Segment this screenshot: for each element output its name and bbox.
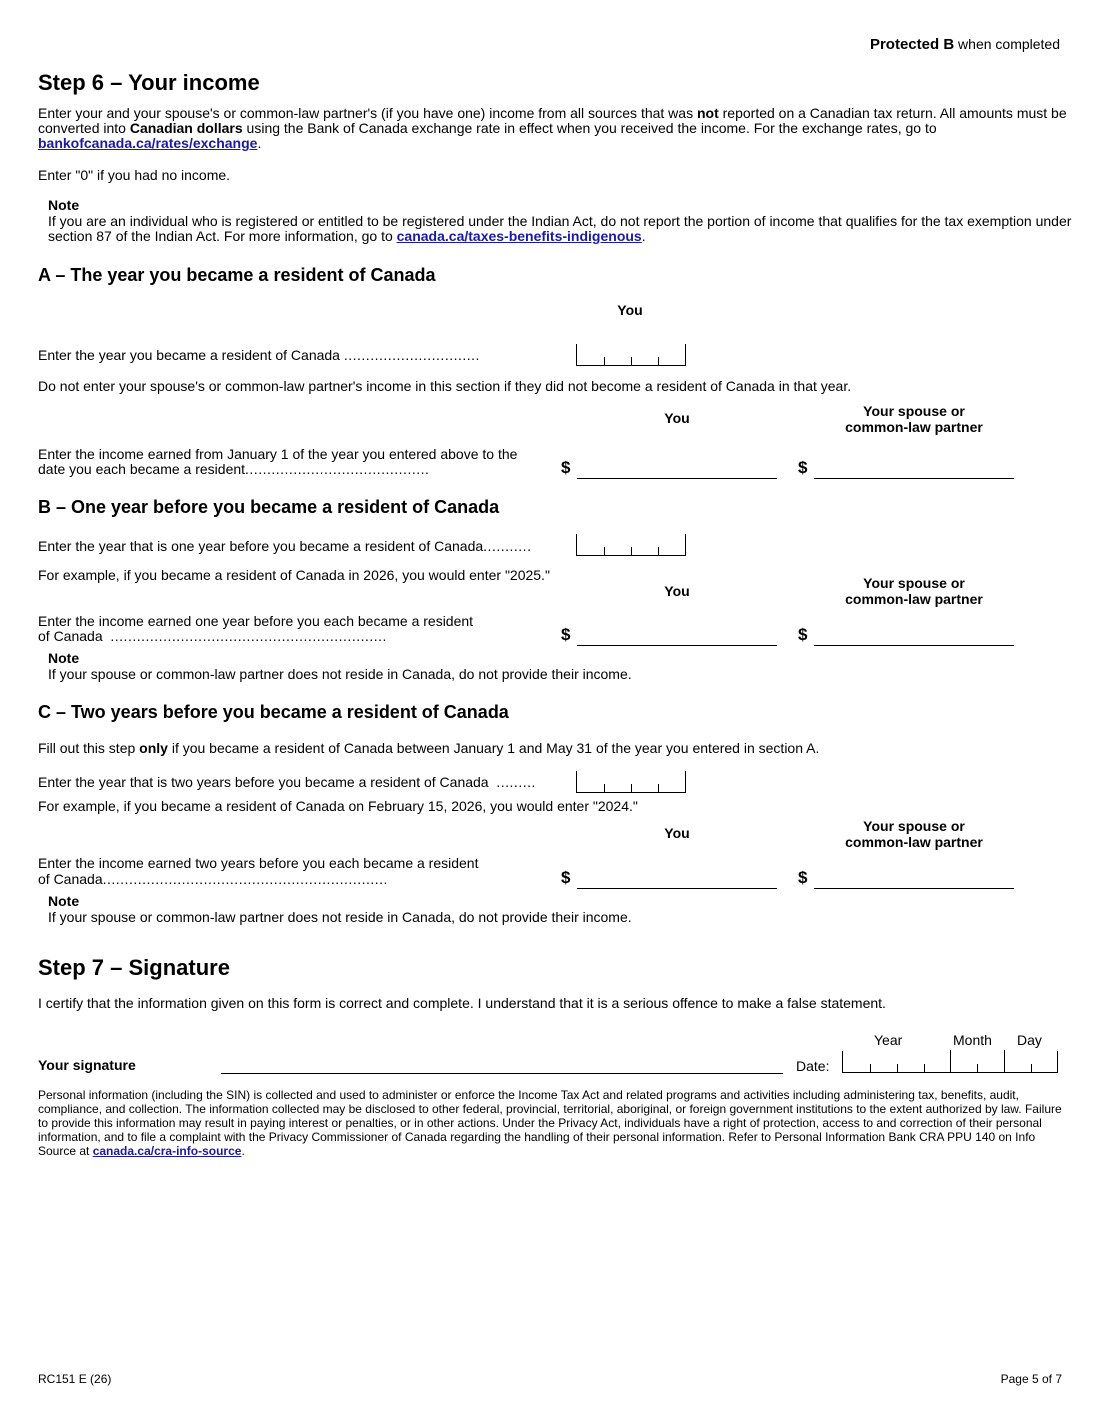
- zero-income-text: Enter "0" if you had no income.: [38, 167, 231, 183]
- leader-dots: ..........................................: [245, 461, 430, 477]
- section-a-year-label: [38, 348, 480, 363]
- date-month-label: Month: [953, 1032, 992, 1048]
- leader-dots: .................................................................: [102, 871, 388, 887]
- spouse-header-line1: Your spouse or: [863, 575, 965, 591]
- intro-not: not: [696, 105, 719, 121]
- income-label-text: date you each became a resident: [38, 461, 246, 477]
- section-a-warning: Do not enter your spouse's or common-law partner's income in this section if they did not become a resident of Canada in that year.: [38, 378, 852, 394]
- income-label-text: of Canada: [38, 628, 103, 644]
- section-a-income-label-1: Enter the income earned from January 1 of the year you entered above to the: [38, 446, 518, 462]
- step6-title: Step 6 – Your income: [38, 70, 260, 95]
- certify-statement: I certify that the information given on this form is correct and complete. I understand that it is a serious offence to make a false statement.: [38, 995, 886, 1011]
- section-c-year-label: [38, 775, 536, 790]
- year-label-text: Enter the year you became a resident of Canada: [38, 347, 340, 363]
- section-a-col-spouse: [814, 403, 1014, 435]
- form-id: RC151 E (26): [38, 1372, 112, 1386]
- section-c-income-label-1: Enter the income earned two years before you each became a resident: [38, 855, 479, 871]
- info-source-link[interactable]: canada.ca/cra-info-source: [92, 1144, 242, 1158]
- section-c-col-you: You: [664, 825, 690, 841]
- section-c-year-input[interactable]: [576, 771, 686, 793]
- date-day-label: Day: [1017, 1032, 1042, 1048]
- protected-b-text: Protected B: [869, 36, 955, 53]
- leader-dots: ...........: [483, 538, 532, 554]
- section-b-note-text: If your spouse or common-law partner does not reside in Canada, do not provide their income.: [48, 666, 632, 682]
- section-c-example: For example, if you became a resident of Canada on February 15, 2026, you would enter "2024.": [38, 798, 638, 814]
- section-c-title: C – Two years before you became a resident of Canada: [38, 702, 509, 722]
- spouse-header-line1: Your spouse or: [863, 403, 965, 419]
- note-label: Note: [48, 197, 80, 213]
- section-c-fill-instruction: [38, 741, 819, 756]
- section-b-col-spouse: [814, 575, 1014, 607]
- step6-intro: [38, 106, 1068, 151]
- privacy-statement: [38, 1088, 1068, 1158]
- fill-only: only: [139, 740, 168, 756]
- date-year-label: Year: [874, 1032, 903, 1048]
- section-c-note-label: Note: [48, 893, 80, 909]
- section-b-you-income-input[interactable]: [577, 645, 777, 646]
- intro-part-2: reported on a Canadian tax return. All amounts must be converted into: [38, 105, 1067, 136]
- leader-dots: .........: [496, 774, 536, 790]
- signature-label: Your signature: [38, 1057, 136, 1073]
- indian-act-note: [48, 214, 1078, 244]
- section-a-you-header: You: [617, 302, 643, 318]
- signature-input[interactable]: [221, 1073, 783, 1074]
- intro-part-3: using the Bank of Canada exchange rate in effect when you received the income. For the exchange rates, go to: [242, 120, 937, 136]
- section-a-income-label-2: [38, 462, 429, 477]
- fill-part-1: Fill out this step: [38, 740, 140, 756]
- date-label: Date:: [796, 1058, 830, 1074]
- section-c-spouse-income-input[interactable]: [814, 888, 1014, 889]
- privacy-end: .: [241, 1144, 245, 1158]
- section-b-you-dollar: $: [561, 625, 571, 644]
- section-a-col-you: You: [664, 410, 690, 426]
- bank-of-canada-link[interactable]: bankofcanada.ca/rates/exchange: [38, 135, 258, 151]
- page-number: Page 5 of 7: [1000, 1372, 1062, 1386]
- section-b-income-label-1: Enter the income earned one year before you each became a resident: [38, 613, 474, 629]
- section-c-col-spouse: [814, 818, 1014, 850]
- spouse-header-line2: common-law partner: [845, 419, 983, 435]
- protected-when-text: when completed: [958, 36, 1060, 52]
- section-b-spouse-income-input[interactable]: [814, 645, 1014, 646]
- fill-part-2: if you became a resident of Canada between January 1 and May 31 of the year you entered in section A.: [167, 740, 820, 756]
- indigenous-link[interactable]: canada.ca/taxes-benefits-indigenous: [396, 228, 642, 244]
- leader-dots: ...............................: [343, 347, 480, 363]
- intro-part-1: Enter your and your spouse's or common-law partner's (if you have one) income from all sources that was: [38, 105, 697, 121]
- date-input[interactable]: [842, 1051, 1058, 1073]
- leader-dots: ...............................................................: [110, 628, 387, 644]
- spouse-header-line2: common-law partner: [845, 591, 983, 607]
- section-a-you-income-input[interactable]: [577, 478, 777, 479]
- section-a-spouse-dollar: $: [798, 458, 808, 477]
- section-b-income-label-2: [38, 629, 387, 644]
- section-a-spouse-income-input[interactable]: [814, 478, 1014, 479]
- spouse-header-line2: common-law partner: [845, 834, 983, 850]
- section-b-year-label: [38, 539, 531, 554]
- intro-end: .: [257, 135, 262, 151]
- section-c-you-income-input[interactable]: [577, 888, 777, 889]
- privacy-text: Personal information (including the SIN) is collected and used to administer or enforce the Income Tax Act and related programs and activities including administering tax, benefits, audit, compliance, and collection. The information collected may be disclosed to other federal, provincial, territorial, aboriginal, or foreign government institutions to the extent authorized by law. Failure to provide this information may result in paying interest or penalties, or in other actions. Under the Privacy Act, individuals have a right of protection, access to and correction of their personal information, and to file a complaint with the Privacy Commissioner of Canada regarding the handling of their personal information. Refer to Personal Information Bank CRA PPU 140 on Info Source at: [38, 1088, 1062, 1158]
- income-label-text: of Canada: [38, 871, 103, 887]
- section-b-note-label: Note: [48, 650, 80, 666]
- section-b-title: B – One year before you became a resident of Canada: [38, 497, 500, 517]
- spouse-header-line1: Your spouse or: [863, 818, 965, 834]
- note-text: If you are an individual who is registered or entitled to be registered under the Indian Act, do not report the portion of income that qualifies for the tax exemption under section 87 of the Indian Act. For more information, go to: [48, 213, 1072, 244]
- section-b-spouse-dollar: $: [798, 625, 808, 644]
- section-b-example: For example, if you became a resident of Canada in 2026, you would enter "2025.": [38, 567, 550, 583]
- section-b-year-input[interactable]: [576, 534, 686, 556]
- year-label-text: Enter the year that is two years before you became a resident of Canada: [38, 774, 489, 790]
- section-c-income-label-2: [38, 872, 388, 887]
- note-end: .: [641, 228, 646, 244]
- section-b-col-you: You: [664, 583, 690, 599]
- step7-title: Step 7 – Signature: [38, 955, 230, 980]
- year-label-text: Enter the year that is one year before you became a resident of Canada: [38, 538, 484, 554]
- section-c-spouse-dollar: $: [798, 868, 808, 887]
- section-c-you-dollar: $: [561, 868, 571, 887]
- intro-canadian-dollars: Canadian dollars: [129, 120, 243, 136]
- section-a-you-dollar: $: [561, 458, 571, 477]
- protected-label: [870, 37, 1060, 52]
- section-a-year-input[interactable]: [576, 344, 686, 366]
- section-c-note-text: If your spouse or common-law partner does not reside in Canada, do not provide their income.: [48, 909, 632, 925]
- section-a-title: A – The year you became a resident of Canada: [38, 265, 436, 285]
